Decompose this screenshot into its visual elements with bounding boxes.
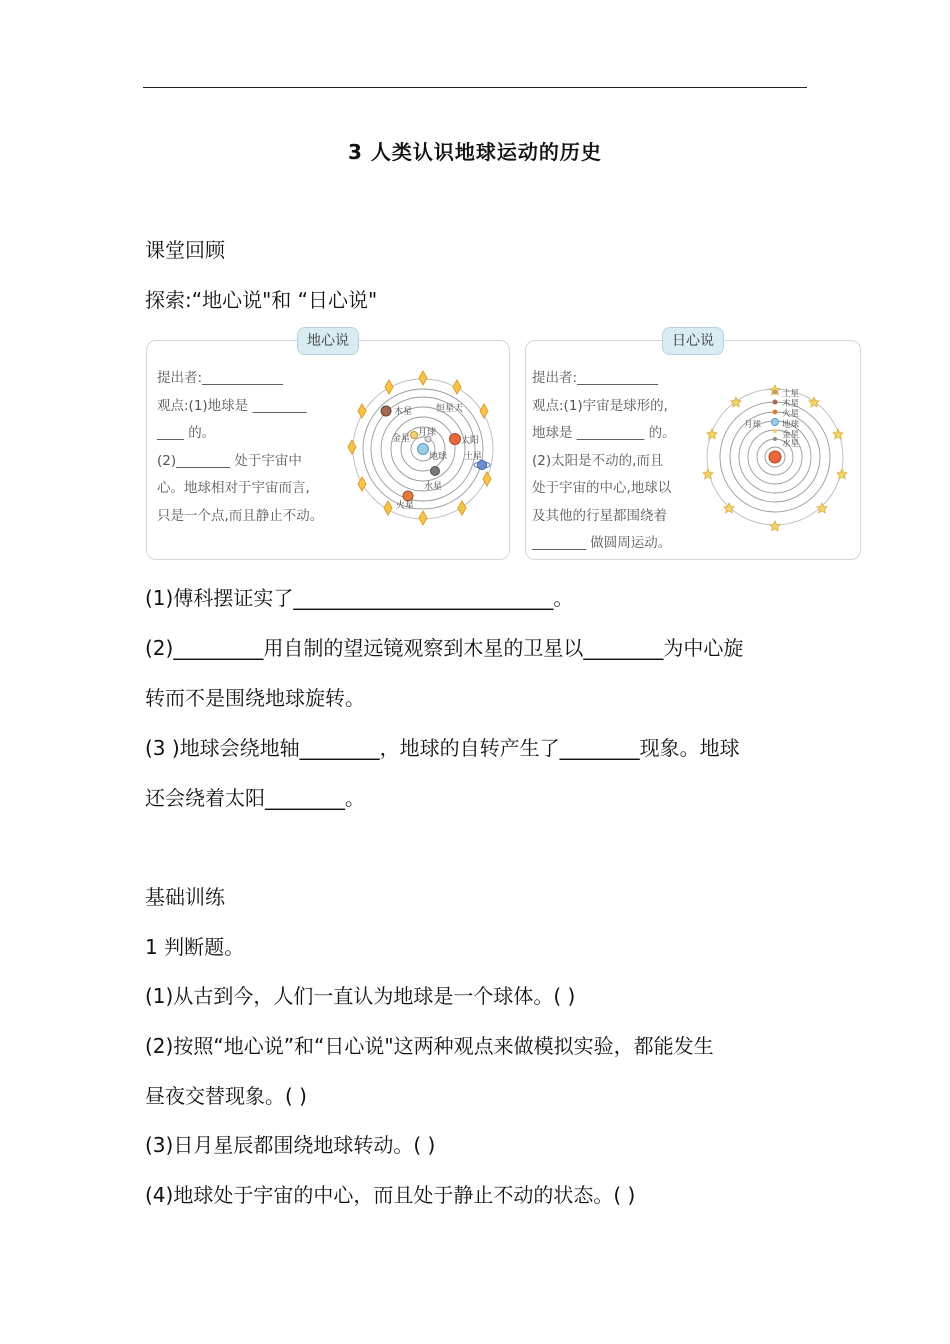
heliocentric-tag: 日心说: [662, 327, 724, 355]
page-title: 3 人类认识地球运动的历史: [348, 140, 602, 164]
heliocentric-line: 地球是 __________ 的。: [532, 425, 676, 441]
label-mars: 火星: [782, 409, 800, 419]
label-sun: 太阳: [461, 436, 480, 446]
heliocentric-diagram: [696, 371, 854, 531]
judgment-item: (1)从古到今，人们一直认为地球是一个球体。( ): [145, 984, 576, 1008]
question-line: 还会绕着太阳________。: [145, 786, 365, 810]
heliocentric-line: 提出者:____________: [532, 370, 659, 386]
judgment-item: (4)地球处于宇宙的中心，而且处于静止不动的状态。( ): [145, 1183, 636, 1207]
label-mercury: 水星: [424, 482, 443, 492]
geocentric-line: ____ 的。: [157, 425, 216, 441]
earth-icon: [418, 444, 429, 455]
geocentric-line: 只是一个点,而且静止不动。: [157, 507, 324, 524]
heliocentric-text: [532, 365, 676, 558]
label-jupiter: 木星: [782, 399, 800, 409]
mars-icon: [773, 410, 778, 415]
label-jupiter: 木星: [394, 407, 413, 417]
heliocentric-line: 及其他的行星都围绕着: [532, 507, 667, 524]
jupiter-icon: [381, 406, 391, 416]
heliocentric-line: 观点:(1)宇宙是球形的,: [532, 397, 668, 414]
label-earth: 地球: [429, 452, 448, 462]
question-line: (2)_________用自制的望远镜观察到木星的卫星以________为中心旋: [145, 636, 744, 660]
label-mars: 火星: [396, 501, 415, 511]
geocentric-diagram: [344, 367, 502, 527]
label-moon: 月球: [744, 420, 762, 430]
label-moon: 月球: [418, 428, 437, 438]
sun-icon: [769, 451, 781, 463]
label-venus: 金星: [392, 434, 411, 444]
explore-heading: 探索:“地心说"和 “日心说": [145, 288, 378, 312]
geocentric-line: 观点:(1)地球是 ________: [157, 397, 307, 414]
judgment-item: (2)按照“地心说”和“日心说"这两种观点来做模拟实验，都能发生: [145, 1034, 714, 1058]
label-stars: 恒星天: [436, 404, 464, 414]
venus-icon: [773, 429, 777, 433]
question-line: (3 )地球会绕地轴________，地球的自转产生了________现象。地球: [145, 736, 740, 760]
section-heading-basic: 基础训练: [145, 885, 225, 909]
heliocentric-panel: [525, 333, 861, 560]
mercury-icon: [431, 467, 440, 476]
question-line: 转而不是围绕地球旋转。: [145, 686, 365, 710]
judgment-item: (3)日月星辰都围绕地球转动。( ): [145, 1133, 436, 1157]
saturn-icon: [773, 390, 778, 395]
geocentric-line: (2)________ 处于宇宙中: [157, 452, 302, 469]
geocentric-line: 心。地球相对于宇宙而言,: [157, 480, 310, 496]
heliocentric-line: 处于宇宙的中心,地球以: [532, 480, 672, 496]
venus-icon: [411, 432, 418, 439]
question-line: (1)傅科摆证实了__________________________。: [145, 586, 574, 610]
heliocentric-line: ________ 做圆周运动。: [532, 535, 672, 551]
mars-icon: [403, 491, 413, 501]
judgment-item: 昼夜交替现象。( ): [145, 1084, 307, 1108]
header-rule: [143, 87, 807, 88]
label-mercury: 水星: [782, 439, 800, 449]
label-earth: 地球: [782, 420, 800, 430]
geocentric-text: [157, 365, 323, 530]
label-saturn: 土星: [782, 389, 800, 399]
heliocentric-line: (2)太阳是不动的,而且: [532, 452, 664, 469]
section-heading-review: 课堂回顾: [145, 238, 225, 262]
sun-icon: [450, 434, 461, 445]
label-saturn: 土星: [464, 452, 483, 462]
geocentric-panel: [146, 333, 510, 560]
question-label: 1 判断题。: [145, 935, 245, 959]
geocentric-line: 提出者:____________: [157, 370, 284, 386]
jupiter-icon: [773, 400, 778, 405]
geocentric-tag: 地心说: [297, 327, 359, 355]
label-venus: 金星: [782, 430, 800, 440]
earth-icon: [772, 419, 779, 426]
mercury-icon: [773, 437, 777, 441]
